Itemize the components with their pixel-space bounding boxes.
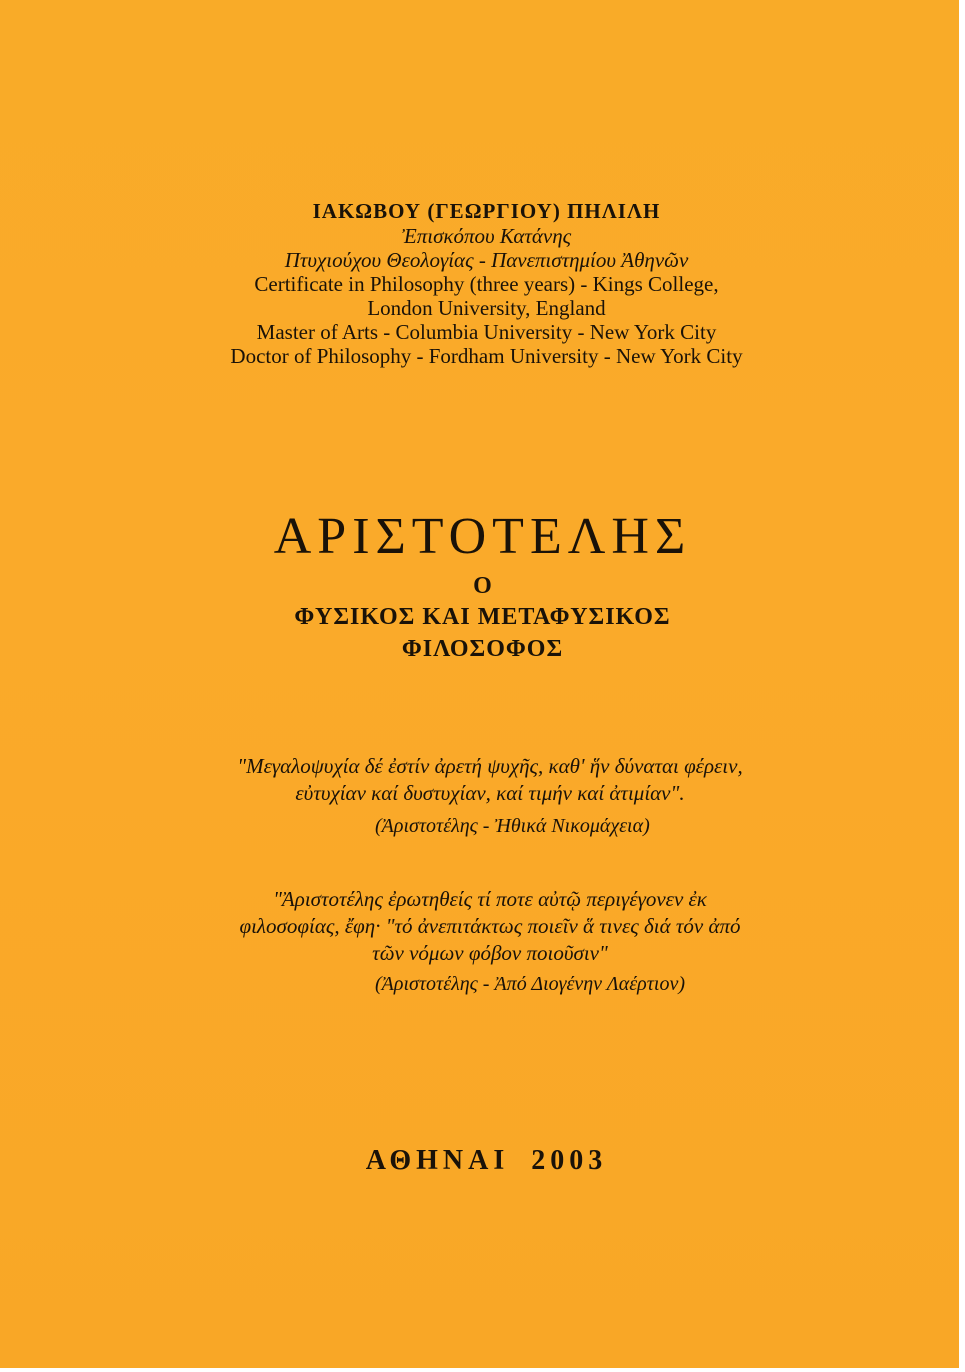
author-block — [0, 198, 965, 368]
quote-2-line-2: φιλοσοφίας, ἔφη· "τό ἀνεπιτάκτως ποιεῖν ἅ τινες διά τόν ἀπό — [239, 914, 741, 938]
subtitle-line-2: ΦΙΛΟΣΟΦΟΣ — [401, 636, 564, 662]
book-title: ΑΡΙΣΤΟΤΕΛΗΣ — [273, 508, 692, 565]
author-title-bishop: Ἐπισκόπου Κατάνης — [401, 224, 572, 248]
quote-1-line-1: "Μεγαλοψυχία δέ ἐστίν ἀρετή ψυχῆς, καθ' ἥν δύναται φέρειν, — [237, 754, 743, 778]
author-university-london: London University, England — [367, 296, 606, 320]
quote-1-source: (Ἀριστοτέλης - Ἠθικά Νικομάχεια) — [375, 815, 650, 837]
author-degree-theology: Πτυχιούχου Θεολογίας - Πανεπιστημίου Ἀθηνῶν — [284, 248, 689, 272]
quote-2-source: (Ἀριστοτέλης - Ἀπό Διογένην Λαέρτιον) — [375, 973, 686, 995]
page-edge-right — [959, 0, 965, 1372]
page-edge-bottom — [0, 1368, 965, 1372]
quote-diogenes — [150, 886, 830, 967]
quote-nicomachean — [150, 753, 830, 807]
place-and-year: ΑΘΗΝΑΙ 2003 — [365, 1145, 608, 1176]
title-article: Ο — [473, 573, 492, 599]
author-certificate-philosophy: Certificate in Philosophy (three years) - Kings College, — [254, 272, 719, 296]
title-block — [0, 505, 965, 665]
subtitle-line-1: ΦΥΣΙΚΟΣ ΚΑΙ ΜΕΤΑΦΥΣΙΚΟΣ — [294, 604, 671, 630]
quote-1-line-2: εὐτυχίαν καί δυστυχίαν, καί τιμήν καί ἀτιμίαν". — [295, 781, 685, 805]
author-doctor-of-philosophy: Doctor of Philosophy - Fordham University - New York City — [230, 344, 743, 368]
quote-2-line-1: "Ἀριστοτέλης ἐρωτηθείς τί ποτε αὐτῷ περιγέγονεν ἐκ — [273, 887, 707, 911]
author-name: ΙΑΚΩΒΟΥ (ΓΕΩΡΓΙΟΥ) ΠΗΛΙΛΗ — [312, 199, 661, 223]
author-master-of-arts: Master of Arts - Columbia University - New York City — [256, 320, 717, 344]
quote-2-line-3: τῶν νόμων φόβον ποιοῦσιν" — [372, 941, 608, 965]
